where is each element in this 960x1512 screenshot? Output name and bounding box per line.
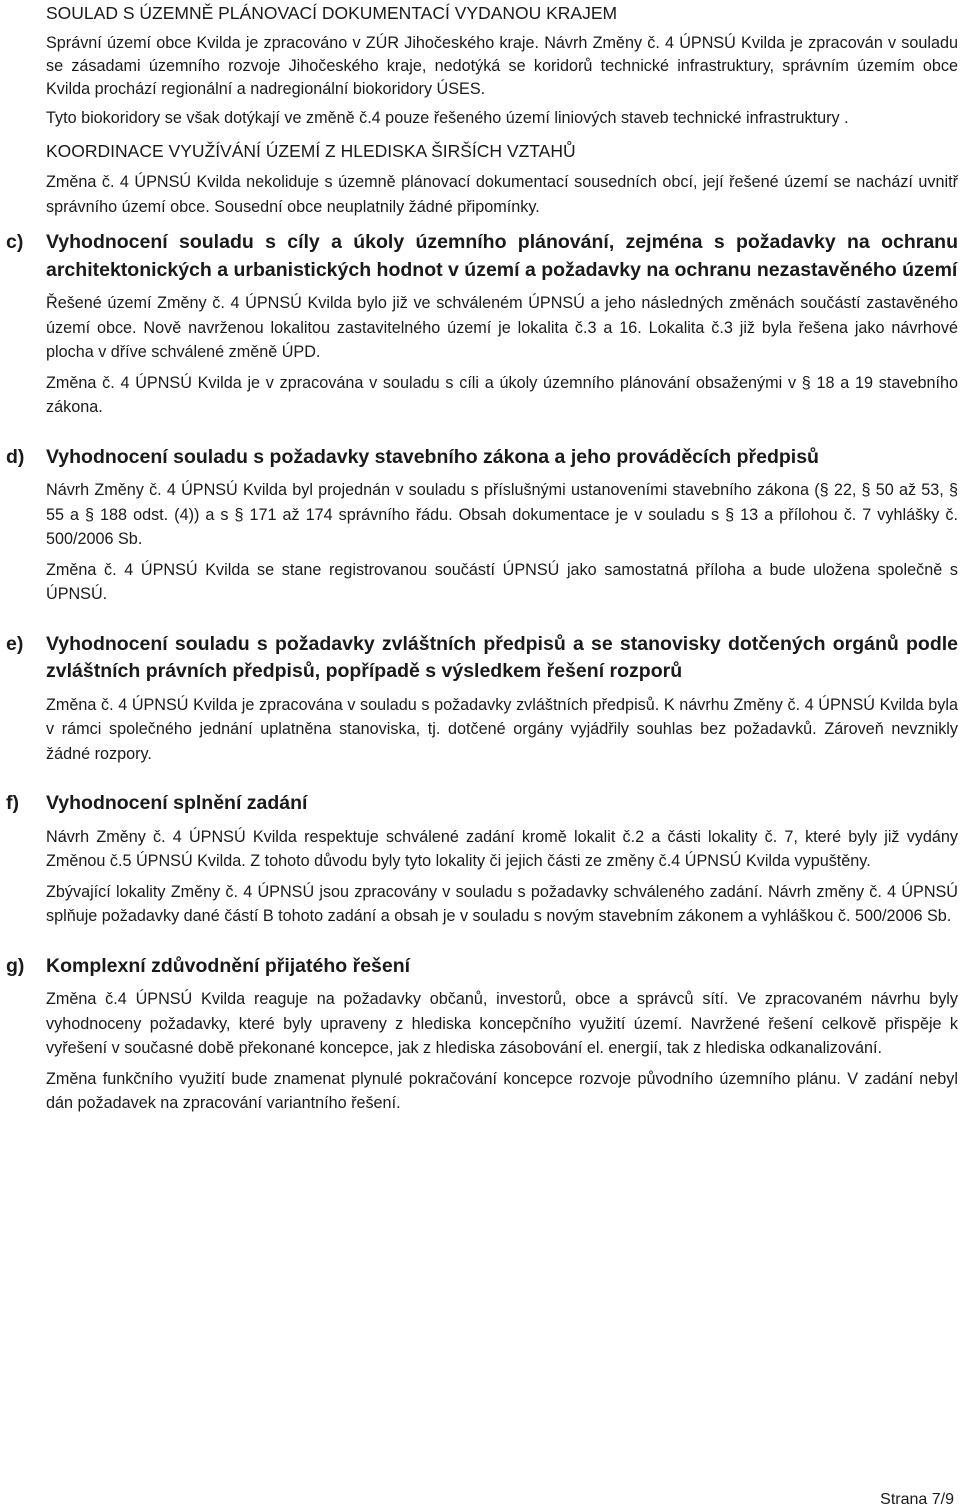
section-letter: f) xyxy=(6,792,19,814)
section-paragraph: Řešené území Změny č. 4 ÚPNSÚ Kvilda bylo již ve schváleném ÚPNSÚ a jeho následných změnách součástí zastavěného území obce. Nově navrženou lokalitou zastavitelného území je lokalita č.3 a 16. Lokalita č.3 již byla řešena jako návrhové plocha v dříve schválené změně ÚPD. xyxy=(46,294,958,361)
section-d xyxy=(6,444,958,607)
section-title: Vyhodnocení souladu s požadavky stavebního zákona a jeho prováděcích předpisů xyxy=(46,445,819,468)
section-paragraph: Zbývající lokality Změny č. 4 ÚPNSÚ jsou zpracovány v souladu s požadavky schváleného zadání. Návrh změny č. 4 ÚPNSÚ splňuje požadavky dané částí B tohoto zadání a obsah je v souladu s novým stavebním zákonem a vyhláškou č. 500/2006 Sb. xyxy=(46,882,958,925)
document-page xyxy=(6,0,958,1122)
section-title: Vyhodnocení souladu s cíly a úkoly územního plánování, zejména s požadavky na ochranu architektonických a urbanistických hodnot v území a požadavky na ochranu nezastavěného území xyxy=(46,231,958,281)
section-letter: c) xyxy=(6,231,24,253)
section-heading-soulad: SOULAD S ÚZEMNĚ PLÁNOVACÍ DOKUMENTACÍ VYDANOU KRAJEM xyxy=(46,3,618,23)
section-letter: e) xyxy=(6,632,24,655)
section-title: Komplexní zdůvodnění přijatého řešení xyxy=(46,954,411,977)
section-paragraph: Návrh Změny č. 4 ÚPNSÚ Kvilda respektuje schválené zadání kromě lokalit č.2 a části lokality č. 7, které byly již vydány Změnou č.5 ÚPNSÚ Kvilda. Z tohoto důvodu byly tyto lokality či jejich části ze změny č.4 ÚPNSÚ Kvilda vypuštěny. xyxy=(46,827,958,870)
paragraph-biokoridory: Tyto biokoridory se však dotýkají ve změně č.4 pouze řešeného území liniových staveb technické infrastruktury . xyxy=(46,109,849,127)
section-g xyxy=(6,953,958,1116)
section-paragraph: Návrh Změny č. 4 ÚPNSÚ Kvilda byl projednán v souladu s příslušnými ustanoveními stavebního zákona (§ 22, § 50 až 53, § 55 a § 188 odst. (4)) a s § 171 až 174 správního řádu. Obsah dokumentace je v souladu s § 13 a přílohou č. 7 vyhlášky č. 500/2006 Sb. xyxy=(46,481,958,548)
section-paragraph: Změna č. 4 ÚPNSÚ Kvilda se stane registrovanou součástí ÚPNSÚ jako samostatná příloha a bude uložena společně s ÚPNSÚ. xyxy=(46,560,958,603)
section-e xyxy=(6,631,958,767)
section-paragraph: Změna č. 4 ÚPNSÚ Kvilda je zpracována v souladu s požadavky zvláštních předpisů. K návrhu Změny č. 4 ÚPNSÚ Kvilda byla v rámci společného jednání uplatněna stanoviska, tj. dotčené orgány vyjádřily souhlas bez požadavků. Zároveň nevznikly žádné rozpory. xyxy=(46,695,958,763)
section-heading-koordinace: KOORDINACE VYUŽÍVÁNÍ ÚZEMÍ Z HLEDISKA ŠIRŠÍCH VZTAHŮ xyxy=(46,141,576,161)
paragraph-koordinace: Změna č. 4 ÚPNSÚ Kvilda nekoliduje s územně plánovací dokumentací sousedních obcí, její řešené území se nachází uvnitř správního území obce. Sousední obce neuplatnily žádné připomínky. xyxy=(46,173,958,216)
section-paragraph: Změna č. 4 ÚPNSÚ Kvilda je v zpracována v souladu s cíli a úkoly územního plánování obsaženými v § 18 a 19 stavebního zákona. xyxy=(46,373,958,416)
section-paragraph: Změna č.4 ÚPNSÚ Kvilda reaguje na požadavky občanů, investorů, obce a správců sítí. Ve zpracovaném návrhu byly vyhodnoceny požadavky, které byly upraveny z hlediska koncepčního využití území. Navržené řešení celkově přispěje k vyřešení v současné době překonané koncepce, jak z hlediska zásobování el. energií, tak z hlediska odkanalizování. xyxy=(46,990,958,1057)
section-title: Vyhodnocení splnění zadání xyxy=(46,792,308,814)
section-c xyxy=(6,229,958,420)
paragraph-zur: Správní území obce Kvilda je zpracováno v ZÚR Jihočeského kraje. Návrh Změny č. 4 ÚPNSÚ Kvilda je zpracován v souladu se zásadami územního rozvoje Jihočeského kraje, nedotýká se koridorů technické infrastruktury, správním územím obce Kvilda prochází regionální a nadregionální biokoridory ÚSES. xyxy=(46,34,958,98)
section-paragraph: Změna funkčního využití bude znamenat plynulé pokračování koncepce rozvoje původního územního plánu. V zadání nebyl dán požadavek na zpracování variantního řešení. xyxy=(46,1069,958,1112)
section-letter: d) xyxy=(6,445,25,468)
page-number: Strana 7/9 xyxy=(880,1491,954,1508)
intro-block xyxy=(46,2,958,219)
section-f xyxy=(6,790,958,929)
section-title: Vyhodnocení souladu s požadavky zvláštních předpisů a se stanovisky dotčených orgánů podle zvláštních právních předpisů, popřípadě s výsledkem řešení rozporů xyxy=(46,632,958,682)
section-letter: g) xyxy=(6,954,25,977)
